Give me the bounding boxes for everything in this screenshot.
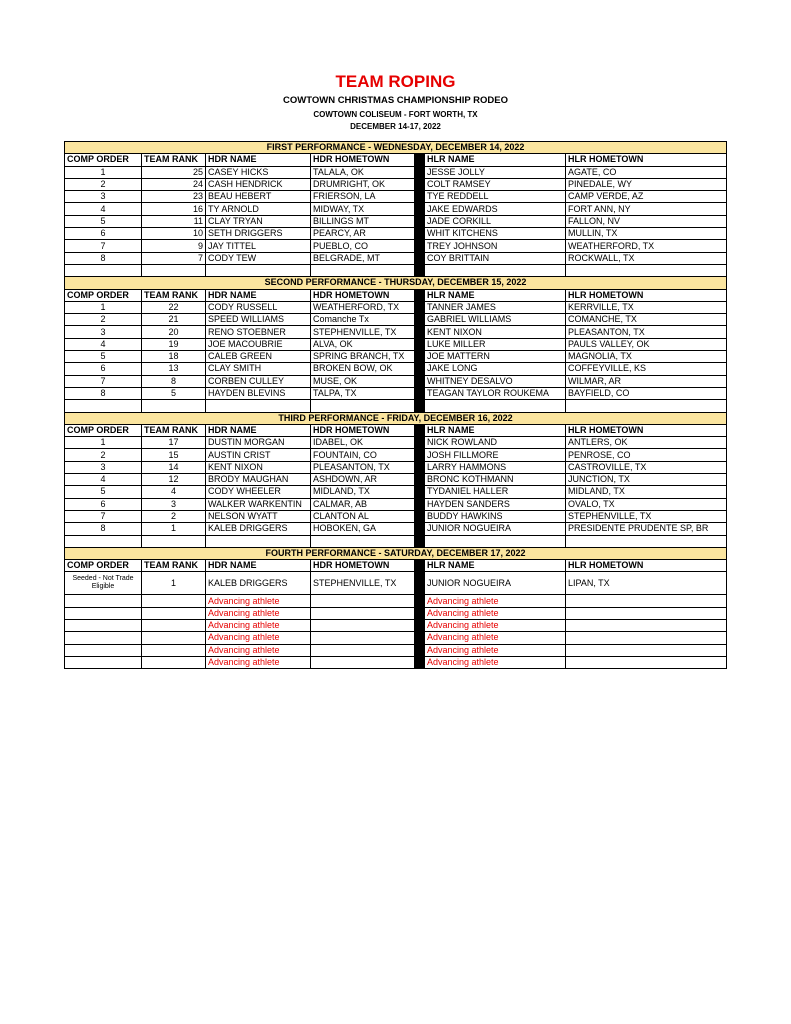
team-rank: 3 [142, 498, 206, 510]
column-header-row [65, 289, 727, 301]
hlr-name: TREY JOHNSON [425, 240, 566, 252]
column-header: HDR NAME [206, 154, 311, 166]
venue: COWTOWN COLISEUM - FORT WORTH, TX [313, 110, 478, 119]
advancing-athlete-label: Advancing athlete [206, 644, 311, 656]
team-rank: 16 [142, 203, 206, 215]
comp-order: 5 [65, 215, 142, 227]
divider-cell [415, 375, 425, 387]
event-dates: DECEMBER 14-17, 2022 [350, 122, 441, 131]
team-rank: 25 [142, 166, 206, 178]
divider-cell [415, 656, 425, 668]
column-header: HLR HOMETOWN [566, 560, 727, 572]
divider-cell [415, 338, 425, 350]
hlr-hometown: COFFEYVILLE, KS [566, 363, 727, 375]
event-name: COWTOWN CHRISTMAS CHAMPIONSHIP RODEO [282, 95, 508, 106]
team-rank: 7 [142, 252, 206, 264]
team-rank: 2 [142, 510, 206, 522]
hdr-hometown: BROKEN BOW, OK [311, 363, 415, 375]
hdr-hometown: STEPHENVILLE, TX [311, 572, 415, 595]
comp-order: 4 [65, 338, 142, 350]
performance-heading [65, 277, 727, 289]
table-row [65, 252, 727, 264]
comp-order: 7 [65, 375, 142, 387]
team-rank: 17 [142, 437, 206, 449]
team-rank: 11 [142, 215, 206, 227]
divider-cell [415, 289, 425, 301]
table-row [65, 607, 727, 619]
column-header: HDR HOMETOWN [311, 560, 415, 572]
divider-cell [415, 644, 425, 656]
column-header: HLR NAME [425, 154, 566, 166]
divider-cell [415, 437, 425, 449]
divider-cell [415, 314, 425, 326]
hlr-name: JOE MATTERN [425, 351, 566, 363]
divider-cell [415, 572, 425, 595]
performance-heading-label: FIRST PERFORMANCE - WEDNESDAY, DECEMBER 14, 2022 [65, 142, 727, 154]
team-rank: 15 [142, 449, 206, 461]
column-header: COMP ORDER [65, 154, 142, 166]
advancing-athlete-label: Advancing athlete [206, 656, 311, 668]
hlr-hometown: JUNCTION, TX [566, 474, 727, 486]
hdr-hometown: MIDLAND, TX [311, 486, 415, 498]
comp-order: 3 [65, 461, 142, 473]
advancing-athlete-label: Advancing athlete [425, 607, 566, 619]
hlr-hometown: AGATE, CO [566, 166, 727, 178]
hlr-name: NICK ROWLAND [425, 437, 566, 449]
advancing-athlete-label: Advancing athlete [425, 656, 566, 668]
divider-cell [415, 326, 425, 338]
hdr-name: CORBEN CULLEY [206, 375, 311, 387]
advancing-athlete-label: Advancing athlete [425, 595, 566, 607]
hlr-name: COLT RAMSEY [425, 178, 566, 190]
divider-cell [415, 252, 425, 264]
divider-cell [415, 632, 425, 644]
column-header: COMP ORDER [65, 560, 142, 572]
hlr-hometown: PRESIDENTE PRUDENTE SP, BR [566, 523, 727, 535]
hdr-name: TY ARNOLD [206, 203, 311, 215]
hdr-name: KALEB DRIGGERS [206, 523, 311, 535]
advancing-athlete-label: Advancing athlete [425, 644, 566, 656]
hlr-hometown: LIPAN, TX [566, 572, 727, 595]
table-row [65, 595, 727, 607]
hdr-name: SETH DRIGGERS [206, 228, 311, 240]
hlr-name: TANNER JAMES [425, 301, 566, 313]
advancing-athlete-label: Advancing athlete [206, 619, 311, 631]
divider-cell [415, 449, 425, 461]
hdr-name: KALEB DRIGGERS [206, 572, 311, 595]
table-row [65, 338, 727, 350]
divider-cell [415, 215, 425, 227]
divider-cell [415, 351, 425, 363]
hdr-hometown: PUEBLO, CO [311, 240, 415, 252]
comp-order: 8 [65, 252, 142, 264]
team-rank: 19 [142, 338, 206, 350]
hdr-hometown: CALMAR, AB [311, 498, 415, 510]
column-header: COMP ORDER [65, 289, 142, 301]
hlr-name: LUKE MILLER [425, 338, 566, 350]
table-row [65, 510, 727, 522]
column-header: TEAM RANK [142, 560, 206, 572]
column-header: TEAM RANK [142, 154, 206, 166]
spacer-row [65, 264, 727, 276]
hdr-name: BEAU HEBERT [206, 191, 311, 203]
column-header: HLR NAME [425, 289, 566, 301]
hlr-hometown: FALLON, NV [566, 215, 727, 227]
performance-heading-label: FOURTH PERFORMANCE - SATURDAY, DECEMBER 17, 2022 [65, 547, 727, 559]
divider-cell [415, 387, 425, 399]
hlr-hometown: WILMAR, AR [566, 375, 727, 387]
hlr-hometown: PLEASANTON, TX [566, 326, 727, 338]
hdr-name: DUSTIN MORGAN [206, 437, 311, 449]
column-header: HDR NAME [206, 424, 311, 436]
divider-cell [415, 498, 425, 510]
hdr-name: WALKER WARKENTIN [206, 498, 311, 510]
hlr-name: JAKE EDWARDS [425, 203, 566, 215]
comp-order: 2 [65, 449, 142, 461]
divider-cell [415, 363, 425, 375]
comp-order: 8 [65, 523, 142, 535]
table-row [65, 240, 727, 252]
team-rank: 21 [142, 314, 206, 326]
table-row [65, 215, 727, 227]
column-header-row [65, 154, 727, 166]
hdr-name: CALEB GREEN [206, 351, 311, 363]
hdr-hometown: STEPHENVILLE, TX [311, 326, 415, 338]
hlr-name: TYDANIEL HALLER [425, 486, 566, 498]
comp-order: 5 [65, 486, 142, 498]
hdr-name: JOE MACOUBRIE [206, 338, 311, 350]
hdr-hometown: TALPA, TX [311, 387, 415, 399]
table-row [65, 387, 727, 399]
hdr-hometown: CLANTON AL [311, 510, 415, 522]
hlr-hometown: OVALO, TX [566, 498, 727, 510]
hdr-name: KENT NIXON [206, 461, 311, 473]
table-row [65, 461, 727, 473]
hdr-hometown: FRIERSON, LA [311, 191, 415, 203]
hdr-hometown: Comanche Tx [311, 314, 415, 326]
team-rank: 13 [142, 363, 206, 375]
table-row [65, 375, 727, 387]
hdr-hometown: HOBOKEN, GA [311, 523, 415, 535]
column-header: HDR HOMETOWN [311, 154, 415, 166]
hdr-hometown: DRUMRIGHT, OK [311, 178, 415, 190]
column-header: HLR HOMETOWN [566, 424, 727, 436]
hdr-name: CLAY SMITH [206, 363, 311, 375]
hlr-name: JUNIOR NOGUEIRA [425, 523, 566, 535]
hdr-name: CASEY HICKS [206, 166, 311, 178]
table-row [65, 228, 727, 240]
performance-heading [65, 412, 727, 424]
team-rank: 1 [142, 572, 206, 595]
advancing-athlete-label: Advancing athlete [206, 632, 311, 644]
hlr-hometown: MIDLAND, TX [566, 486, 727, 498]
comp-order: Seeded - Not Trade Eligible [65, 572, 142, 595]
hdr-name: CODY RUSSELL [206, 301, 311, 313]
team-rank: 5 [142, 387, 206, 399]
hdr-hometown: PEARCY, AR [311, 228, 415, 240]
hdr-name: CODY WHEELER [206, 486, 311, 498]
hlr-name: HAYDEN SANDERS [425, 498, 566, 510]
column-header: HDR NAME [206, 560, 311, 572]
table-row [65, 644, 727, 656]
team-rank: 14 [142, 461, 206, 473]
performance-heading [65, 142, 727, 154]
performance-heading [65, 547, 727, 559]
column-header: TEAM RANK [142, 289, 206, 301]
table-row [65, 178, 727, 190]
table-row [65, 449, 727, 461]
divider-cell [415, 510, 425, 522]
hdr-name: CODY TEW [206, 252, 311, 264]
comp-order: 4 [65, 203, 142, 215]
hlr-hometown: CAMP VERDE, AZ [566, 191, 727, 203]
comp-order: 4 [65, 474, 142, 486]
comp-order: 3 [65, 326, 142, 338]
hlr-name: JOSH FILLMORE [425, 449, 566, 461]
hdr-hometown: MIDWAY, TX [311, 203, 415, 215]
hdr-hometown: PLEASANTON, TX [311, 461, 415, 473]
column-header-row [65, 424, 727, 436]
table-row [65, 656, 727, 668]
divider-cell [415, 619, 425, 631]
team-rank: 18 [142, 351, 206, 363]
hlr-name: COY BRITTAIN [425, 252, 566, 264]
hlr-hometown: PINEDALE, WY [566, 178, 727, 190]
hdr-name: AUSTIN CRIST [206, 449, 311, 461]
divider-cell [415, 240, 425, 252]
divider-cell [415, 191, 425, 203]
table-row [65, 572, 727, 595]
column-header: TEAM RANK [142, 424, 206, 436]
divider-cell [415, 595, 425, 607]
divider-cell [415, 486, 425, 498]
divider-cell [415, 203, 425, 215]
hlr-hometown: PENROSE, CO [566, 449, 727, 461]
team-rank: 1 [142, 523, 206, 535]
comp-order: 2 [65, 314, 142, 326]
team-rank: 22 [142, 301, 206, 313]
team-roping-draw-table [64, 141, 727, 669]
column-header: HLR HOMETOWN [566, 154, 727, 166]
team-rank: 12 [142, 474, 206, 486]
hlr-hometown: ANTLERS, OK [566, 437, 727, 449]
hlr-hometown: STEPHENVILLE, TX [566, 510, 727, 522]
table-row [65, 486, 727, 498]
hdr-hometown: IDABEL, OK [311, 437, 415, 449]
hlr-hometown: MULLIN, TX [566, 228, 727, 240]
hdr-name: NELSON WYATT [206, 510, 311, 522]
hlr-hometown: ROCKWALL, TX [566, 252, 727, 264]
comp-order: 6 [65, 498, 142, 510]
hdr-hometown: MUSE, OK [311, 375, 415, 387]
hlr-name: KENT NIXON [425, 326, 566, 338]
comp-order: 3 [65, 191, 142, 203]
advancing-athlete-label: Advancing athlete [206, 595, 311, 607]
page-title: TEAM ROPING [335, 72, 456, 91]
comp-order: 2 [65, 178, 142, 190]
hdr-name: CASH HENDRICK [206, 178, 311, 190]
table-row [65, 351, 727, 363]
hlr-name: JESSE JOLLY [425, 166, 566, 178]
advancing-athlete-label: Advancing athlete [425, 632, 566, 644]
comp-order: 7 [65, 510, 142, 522]
hlr-name: BRONC KOTHMANN [425, 474, 566, 486]
performance-heading-label: SECOND PERFORMANCE - THURSDAY, DECEMBER 15, 2022 [65, 277, 727, 289]
hlr-name: BUDDY HAWKINS [425, 510, 566, 522]
hlr-name: TYE REDDELL [425, 191, 566, 203]
column-header: COMP ORDER [65, 424, 142, 436]
comp-order: 1 [65, 301, 142, 313]
hdr-name: JAY TITTEL [206, 240, 311, 252]
column-header: HDR NAME [206, 289, 311, 301]
team-rank: 4 [142, 486, 206, 498]
hdr-hometown: TALALA, OK [311, 166, 415, 178]
hdr-hometown: BILLINGS MT [311, 215, 415, 227]
comp-order: 1 [65, 166, 142, 178]
hdr-hometown: FOUNTAIN, CO [311, 449, 415, 461]
team-rank: 23 [142, 191, 206, 203]
hlr-name: JADE CORKILL [425, 215, 566, 227]
divider-cell [415, 178, 425, 190]
divider-cell [415, 301, 425, 313]
hdr-name: HAYDEN BLEVINS [206, 387, 311, 399]
table-row [65, 523, 727, 535]
table-row [65, 326, 727, 338]
divider-cell [415, 607, 425, 619]
divider-cell [415, 474, 425, 486]
hlr-hometown: COMANCHE, TX [566, 314, 727, 326]
team-rank: 8 [142, 375, 206, 387]
column-header: HDR HOMETOWN [311, 424, 415, 436]
team-rank: 10 [142, 228, 206, 240]
team-rank: 24 [142, 178, 206, 190]
hlr-name: JUNIOR NOGUEIRA [425, 572, 566, 595]
column-header: HLR HOMETOWN [566, 289, 727, 301]
hlr-hometown: KERRVILLE, TX [566, 301, 727, 313]
table-row [65, 498, 727, 510]
divider-cell [415, 166, 425, 178]
divider-cell [415, 461, 425, 473]
column-header-row [65, 560, 727, 572]
team-rank: 9 [142, 240, 206, 252]
divider-cell [415, 228, 425, 240]
comp-order: 1 [65, 437, 142, 449]
performance-heading-label: THIRD PERFORMANCE - FRIDAY, DECEMBER 16, 2022 [65, 412, 727, 424]
hlr-name: WHITNEY DESALVO [425, 375, 566, 387]
hlr-hometown: FORT ANN, NY [566, 203, 727, 215]
spacer-row [65, 400, 727, 412]
comp-order: 6 [65, 363, 142, 375]
advancing-athlete-label: Advancing athlete [206, 607, 311, 619]
table-row [65, 301, 727, 313]
hlr-hometown: CASTROVILLE, TX [566, 461, 727, 473]
table-row [65, 632, 727, 644]
divider-cell [415, 560, 425, 572]
comp-order: 5 [65, 351, 142, 363]
comp-order: 7 [65, 240, 142, 252]
hlr-name: LARRY HAMMONS [425, 461, 566, 473]
table-row [65, 314, 727, 326]
comp-order: 6 [65, 228, 142, 240]
hdr-hometown: ALVA, OK [311, 338, 415, 350]
table-row [65, 191, 727, 203]
hlr-hometown: WEATHERFORD, TX [566, 240, 727, 252]
hlr-name: TEAGAN TAYLOR ROUKEMA [425, 387, 566, 399]
hdr-hometown: BELGRADE, MT [311, 252, 415, 264]
comp-order: 8 [65, 387, 142, 399]
hlr-hometown: MAGNOLIA, TX [566, 351, 727, 363]
spacer-row [65, 535, 727, 547]
advancing-athlete-label: Advancing athlete [425, 619, 566, 631]
table-row [65, 619, 727, 631]
hlr-name: GABRIEL WILLIAMS [425, 314, 566, 326]
hlr-hometown: PAULS VALLEY, OK [566, 338, 727, 350]
hdr-name: SPEED WILLIAMS [206, 314, 311, 326]
hlr-hometown: BAYFIELD, CO [566, 387, 727, 399]
column-header: HDR HOMETOWN [311, 289, 415, 301]
column-header: HLR NAME [425, 424, 566, 436]
table-row [65, 363, 727, 375]
hdr-name: CLAY TRYAN [206, 215, 311, 227]
table-row [65, 203, 727, 215]
hdr-hometown: SPRING BRANCH, TX [311, 351, 415, 363]
table-row [65, 166, 727, 178]
hlr-name: WHIT KITCHENS [425, 228, 566, 240]
hdr-hometown: WEATHERFORD, TX [311, 301, 415, 313]
hlr-name: JAKE LONG [425, 363, 566, 375]
divider-cell [415, 154, 425, 166]
table-row [65, 437, 727, 449]
hdr-name: RENO STOEBNER [206, 326, 311, 338]
hdr-name: BRODY MAUGHAN [206, 474, 311, 486]
team-rank: 20 [142, 326, 206, 338]
divider-cell [415, 424, 425, 436]
hdr-hometown: ASHDOWN, AR [311, 474, 415, 486]
column-header: HLR NAME [425, 560, 566, 572]
table-row [65, 474, 727, 486]
divider-cell [415, 523, 425, 535]
